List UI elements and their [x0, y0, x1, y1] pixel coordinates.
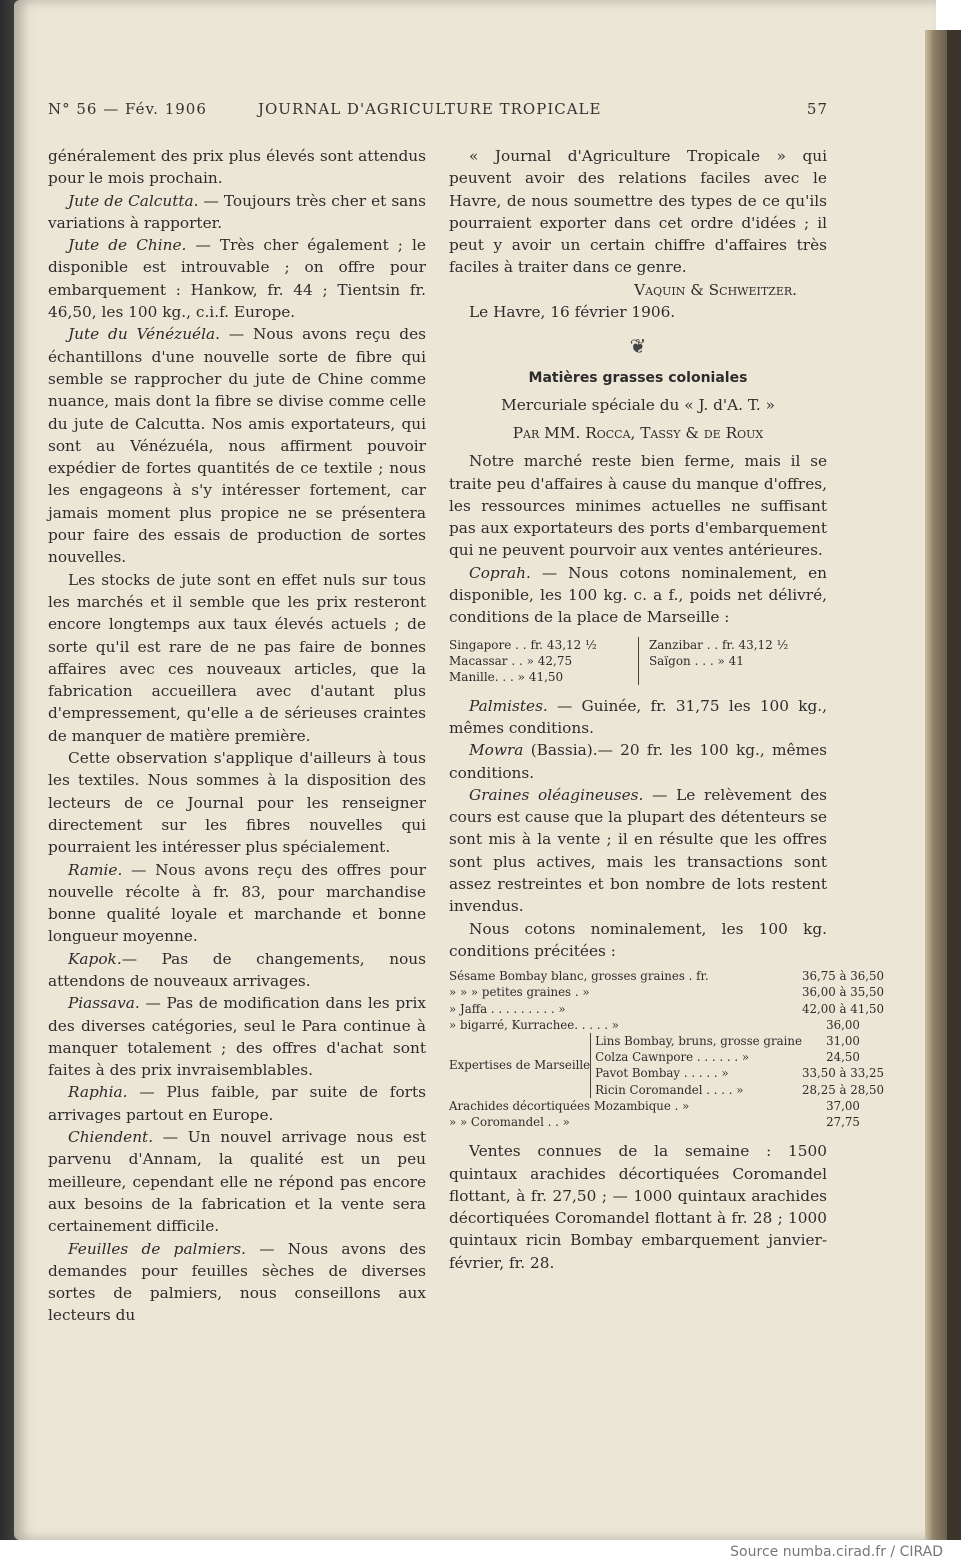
table-cell: Singapore . . fr. 43,12 ½: [449, 637, 597, 652]
table-cell: Saïgon . . . » 41: [648, 653, 744, 668]
book-cover-edge: [947, 30, 961, 1540]
table-cell: 37,00: [826, 1098, 860, 1113]
signature: Vaquin & Schweitzer.: [634, 280, 797, 299]
paragraph: Jute du Vénézuéla. — Nous avons reçu des échantillons d'une nouvelle sorte de fibre qui semble se rapprocher du jute de Chine comme nuance, mais dont la fibre se divise comme celle du jute de Calcutta. Nos amis exportateurs, qui sont au Vénézuéla, nous affirment pouvoir expédier de fortes quantités de ce textile ; nous les engageons à s'y intéresser fortement, car jamais moment plus propice ne se présentera pour faire des essais de production de sortes nouvelles.: [48, 325, 426, 567]
paragraph: Raphia. — Plus faible, par suite de forts arrivages partout en Europe.: [48, 1083, 426, 1124]
table-cell: 36,75 à 36,50: [801, 969, 885, 984]
table-row: [449, 1001, 884, 1017]
item-title: Coprah.: [469, 563, 531, 582]
page-stack-edge: [925, 30, 947, 1540]
page-number: 57: [806, 100, 828, 118]
item-title: Piassava.: [68, 994, 140, 1013]
table-row: [449, 1114, 884, 1130]
table-cell: 27,75: [826, 1115, 860, 1130]
coprah-price-table: [449, 637, 827, 685]
table-cell: 31,00: [826, 1034, 860, 1049]
paragraph: Mowra (Bassia).— 20 fr. les 100 kg., mêmes conditions.: [449, 741, 827, 782]
paragraph: Les stocks de jute sont en effet nuls sur tous les marchés et il semble que les prix resteront encore longtemps aux taux élevés actuels ; de sorte qu'il est rare de ne pas faire de bonnes affaires avec ces nouveaux articles, que la fabrication accueillera avec d'autant plus d'empressement, qu'elle a de sérieuses craintes de manquer de matière première.: [48, 570, 426, 745]
table-cell: 33,50 à 33,25: [801, 1066, 885, 1081]
table-cell: Ricin Coromandel . . . . »: [595, 1082, 744, 1097]
paragraph: Palmistes. — Guinée, fr. 31,75 les 100 kg., mêmes conditions.: [449, 696, 827, 737]
item-title: Jute de Calcutta.: [68, 191, 199, 210]
paragraph: généralement des prix plus élevés sont attendus pour le mois prochain.: [48, 147, 426, 188]
byline: Par MM. Rocca, Tassy & de Roux: [512, 423, 764, 442]
paragraph: Chiendent. — Un nouvel arrivage nous est parvenu d'Annam, la qualité est un peu meilleure, cependant elle ne répond pas encore aux besoins de la fabrication et la vente sera certainement difficile.: [48, 1128, 426, 1236]
item-title: Kapok.: [68, 949, 122, 968]
paragraph: Coprah. — Nous cotons nominalement, en disponible, les 100 kg. c. a f., poids net délivré, conditions de la place de Marseille :: [449, 563, 827, 627]
table-cell: » Jaffa . . . . . . . . . »: [449, 1001, 566, 1016]
paragraph: Ramie. — Nous avons reçu des offres pour nouvelle récolte à fr. 83, pour marchandise bonne qualité loyale et marchande et bonne longueur moyenne.: [48, 860, 426, 946]
table-cell: Sésame Bombay blanc, grosses graines . fr.: [449, 969, 709, 984]
section-subtitle: Mercuriale spéciale du « J. d'A. T. »: [501, 395, 775, 414]
table-cell: » » » petites graines . »: [449, 985, 590, 1000]
table-cell: 42,00 à 41,50: [801, 1001, 885, 1016]
item-title: Feuilles de palmiers.: [68, 1239, 246, 1258]
source-credit: Source numba.cirad.fr / CIRAD: [730, 1544, 943, 1560]
paragraph: Cette observation s'applique d'ailleurs à tous les textiles. Nous sommes à la disposition des lecteurs de ce Journal pour les renseigner directement sur les fibres nouvelles qui pourraient les intéresser plus spécialement.: [48, 749, 426, 857]
item-title: Graines oléagineuses.: [469, 785, 644, 804]
oilseed-price-table: [449, 968, 884, 1130]
table-cell: Colza Cawnpore . . . . . . »: [595, 1050, 750, 1065]
paragraph: Kapok.— Pas de changements, nous attendons de nouveaux arrivages.: [48, 949, 426, 990]
table-cell: 28,25 à 28,50: [801, 1082, 885, 1097]
table-cell: Manille. . . » 41,50: [449, 669, 564, 684]
source-footer: [0, 1540, 961, 1566]
expertise-label: Expertises de Marseille: [449, 1033, 591, 1098]
paragraph: Piassava. — Pas de modification dans les prix des diverses catégories, seul le Para continue à manquer totalement ; des offres d'achat sont faites à des prix invraisemblables.: [48, 994, 426, 1080]
right-column: [449, 145, 885, 1274]
table-cell: Pavot Bombay . . . . . »: [595, 1066, 729, 1081]
paragraph: Jute de Calcutta. — Toujours très cher et sans variations à rapporter.: [48, 191, 426, 232]
table-row: [449, 653, 827, 669]
item-title: Chiendent.: [68, 1128, 154, 1147]
table-row: [449, 984, 884, 1000]
running-header: [48, 100, 828, 122]
table-cell: Macassar . . » 42,75: [449, 653, 573, 668]
paragraph: « Journal d'Agriculture Tropicale » qui peuvent avoir des relations faciles avec le Havre, de nous soumettre des types de ce qu'ils pourraient exporter dans cet ordre d'idées ; il peut y avoir un certain chiffre d'affaires très faciles à traiter dans ce genre.: [449, 147, 827, 277]
table-cell: 36,00 à 35,50: [801, 985, 885, 1000]
item-title: Jute du Vénézuéla.: [68, 325, 220, 344]
table-cell: Arachides décortiquées Mozambique . »: [449, 1098, 690, 1113]
table-cell: » bigarré, Kurrachee. . . . . »: [449, 1017, 619, 1032]
table-row: [449, 1017, 884, 1033]
item-title: Mowra: [469, 741, 524, 760]
paragraph: Notre marché reste bien ferme, mais il se traite peu d'affaires à cause du manque d'offres, les ressources minimes actuelles ne suffisant pas aux exportateurs des ports d'embarquement qui ne peuvent pourvoir aux ventes antérieures.: [449, 452, 827, 560]
table-row: [449, 637, 827, 653]
table-cell: [649, 669, 827, 685]
item-title: Ramie.: [68, 860, 123, 879]
dateline: Le Havre, 16 février 1906.: [469, 303, 676, 322]
item-title: Palmistes.: [469, 696, 548, 715]
item-title: Jute de Chine.: [68, 236, 187, 255]
table-row: [449, 1033, 884, 1049]
table-cell: 24,50: [826, 1050, 860, 1065]
section-title: Matières grasses coloniales: [528, 370, 748, 387]
journal-title: JOURNAL D'AGRICULTURE TROPICALE: [258, 100, 602, 118]
table-cell: 36,00: [826, 1017, 860, 1032]
paragraph: Feuilles de palmiers. — Nous avons des demandes pour feuilles sèches de diverses sortes de palmiers, nous conseillons aux lecteurs du: [48, 1239, 426, 1325]
left-column: [48, 145, 426, 1327]
paragraph: Graines oléagineuses. — Le relèvement des cours est cause que la plupart des détenteurs se sont mis à la vente ; il en résulte que les offres sont plus actives, mais les transactions sont assez restreintes et bon nombre de lots restent invendus.: [449, 785, 827, 916]
table-row: [449, 968, 884, 984]
paragraph: Jute de Chine. — Très cher également ; le disponible est introuvable ; on offre pour embarquement : Hankow, fr. 44 ; Tientsin fr. 46,50, les 100 kg., c.i.f. Europe.: [48, 236, 426, 322]
table-cell: » » Coromandel . . »: [449, 1115, 570, 1130]
fleuron-ornament-icon: ❦: [629, 334, 647, 359]
item-title: Raphia.: [68, 1083, 128, 1102]
paragraph: Ventes connues de la semaine : 1500 quintaux arachides décortiquées Coromandel flottant, à fr. 27,50 ; — 1000 quintaux arachides décortiquées Coromandel flottant à fr. 28 ; 1000 quintaux ricin Bombay embarquement janvier-février, fr. 28.: [449, 1142, 827, 1272]
table-row: [449, 669, 827, 685]
issue-date: N° 56 — Fév. 1906: [48, 100, 207, 118]
table-cell: Lins Bombay, bruns, grosse graine: [595, 1034, 802, 1049]
table-cell: Zanzibar . . fr. 43,12 ½: [648, 637, 789, 652]
paragraph: Nous cotons nominalement, les 100 kg. conditions précitées :: [449, 919, 827, 960]
table-row: [449, 1098, 884, 1114]
